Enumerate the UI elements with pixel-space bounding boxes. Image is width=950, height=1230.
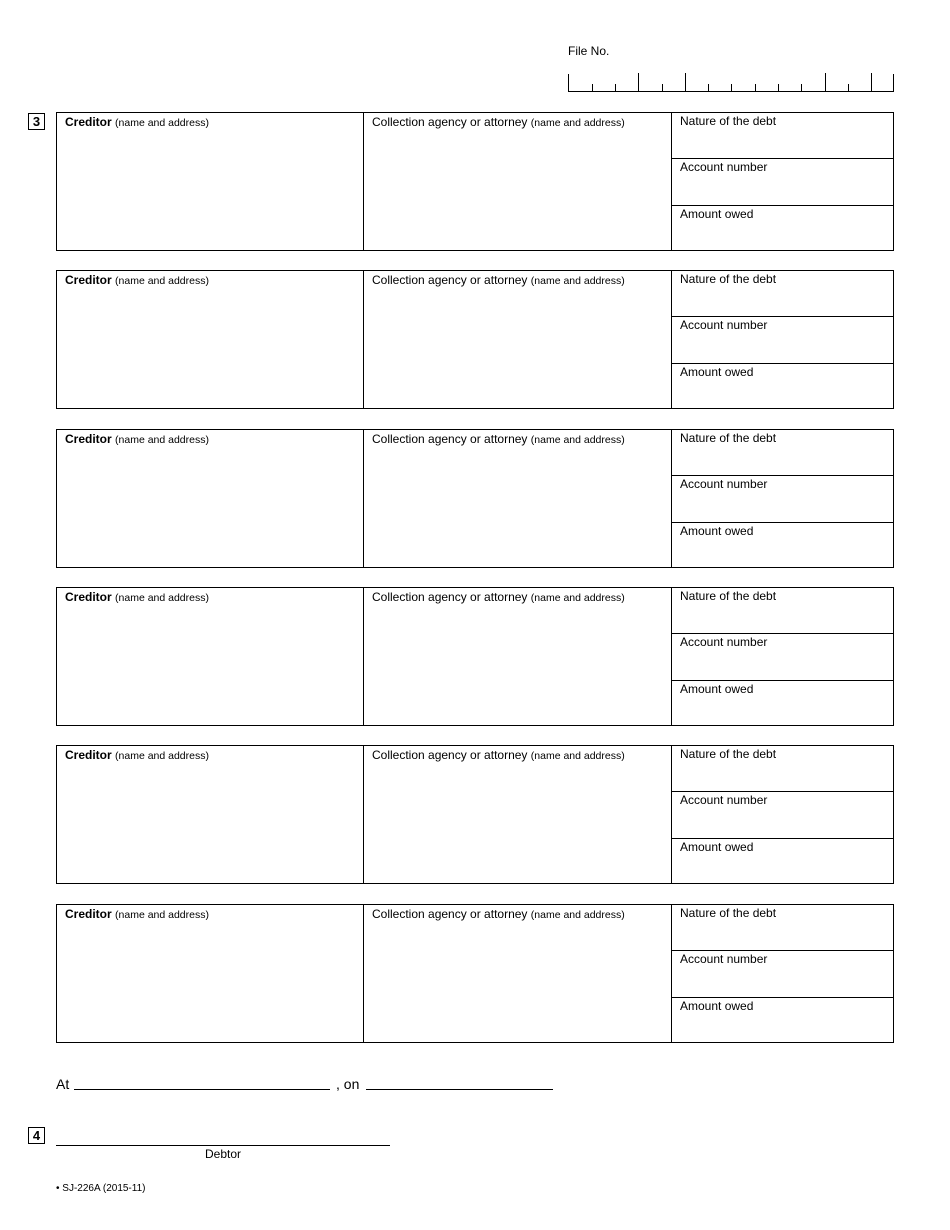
date-input[interactable]	[366, 1089, 553, 1090]
debt-block	[56, 587, 894, 726]
creditor-label: Creditor (name and address)	[65, 590, 209, 604]
at-label: At	[56, 1076, 70, 1092]
amount-field[interactable]: Amount owed	[680, 365, 754, 379]
nature-field[interactable]: Nature of the debt	[672, 905, 893, 951]
debt-details	[672, 746, 893, 883]
account-field[interactable]: Account number	[672, 792, 893, 839]
amount-field[interactable]: Amount owed	[680, 999, 754, 1013]
creditor-label: Creditor (name and address)	[65, 748, 209, 762]
creditor-field[interactable]	[57, 746, 364, 883]
debt-details	[672, 905, 893, 1042]
nature-field[interactable]: Nature of the debt	[672, 271, 893, 317]
agency-field[interactable]	[364, 588, 672, 725]
agency-label: Collection agency or attorney (name and address)	[372, 115, 625, 129]
agency-label: Collection agency or attorney (name and address)	[372, 432, 625, 446]
nature-field[interactable]: Nature of the debt	[672, 113, 893, 159]
debt-block	[56, 745, 894, 884]
creditor-field[interactable]	[57, 430, 364, 567]
file-no-label: File No.	[568, 44, 610, 58]
agency-field[interactable]	[364, 430, 672, 567]
account-field[interactable]: Account number	[672, 951, 893, 998]
agency-label: Collection agency or attorney (name and address)	[372, 748, 625, 762]
account-field[interactable]: Account number	[672, 634, 893, 681]
amount-field[interactable]: Amount owed	[680, 682, 754, 696]
amount-field[interactable]: Amount owed	[680, 207, 754, 221]
debt-block	[56, 270, 894, 409]
amount-field[interactable]: Amount owed	[680, 840, 754, 854]
agency-label: Collection agency or attorney (name and address)	[372, 907, 625, 921]
debt-details	[672, 271, 893, 408]
agency-field[interactable]	[364, 113, 672, 250]
creditor-field[interactable]	[57, 271, 364, 408]
on-label: , on	[336, 1076, 360, 1092]
creditor-field[interactable]	[57, 905, 364, 1042]
agency-label: Collection agency or attorney (name and address)	[372, 273, 625, 287]
creditor-field[interactable]	[57, 588, 364, 725]
section-3-number: 3	[28, 113, 45, 130]
creditor-label: Creditor (name and address)	[65, 273, 209, 287]
agency-label: Collection agency or attorney (name and address)	[372, 590, 625, 604]
debt-block	[56, 112, 894, 251]
debt-details	[672, 430, 893, 567]
nature-field[interactable]: Nature of the debt	[672, 430, 893, 476]
nature-field[interactable]: Nature of the debt	[672, 588, 893, 634]
section-4-number: 4	[28, 1127, 45, 1144]
agency-field[interactable]	[364, 271, 672, 408]
creditor-field[interactable]	[57, 113, 364, 250]
file-no-input[interactable]	[568, 74, 894, 92]
form-code: • SJ-226A (2015-11)	[56, 1183, 146, 1194]
debt-block	[56, 429, 894, 568]
creditor-label: Creditor (name and address)	[65, 432, 209, 446]
agency-field[interactable]	[364, 746, 672, 883]
account-field[interactable]: Account number	[672, 317, 893, 364]
debtor-signature-line[interactable]	[56, 1145, 390, 1146]
account-field[interactable]: Account number	[672, 159, 893, 206]
account-field[interactable]: Account number	[672, 476, 893, 523]
nature-field[interactable]: Nature of the debt	[672, 746, 893, 792]
place-input[interactable]	[74, 1089, 330, 1090]
creditor-label: Creditor (name and address)	[65, 907, 209, 921]
agency-field[interactable]	[364, 905, 672, 1042]
amount-field[interactable]: Amount owed	[680, 524, 754, 538]
debt-details	[672, 588, 893, 725]
creditor-label: Creditor (name and address)	[65, 115, 209, 129]
debt-block	[56, 904, 894, 1043]
debt-details	[672, 113, 893, 250]
debtor-label: Debtor	[205, 1147, 242, 1161]
